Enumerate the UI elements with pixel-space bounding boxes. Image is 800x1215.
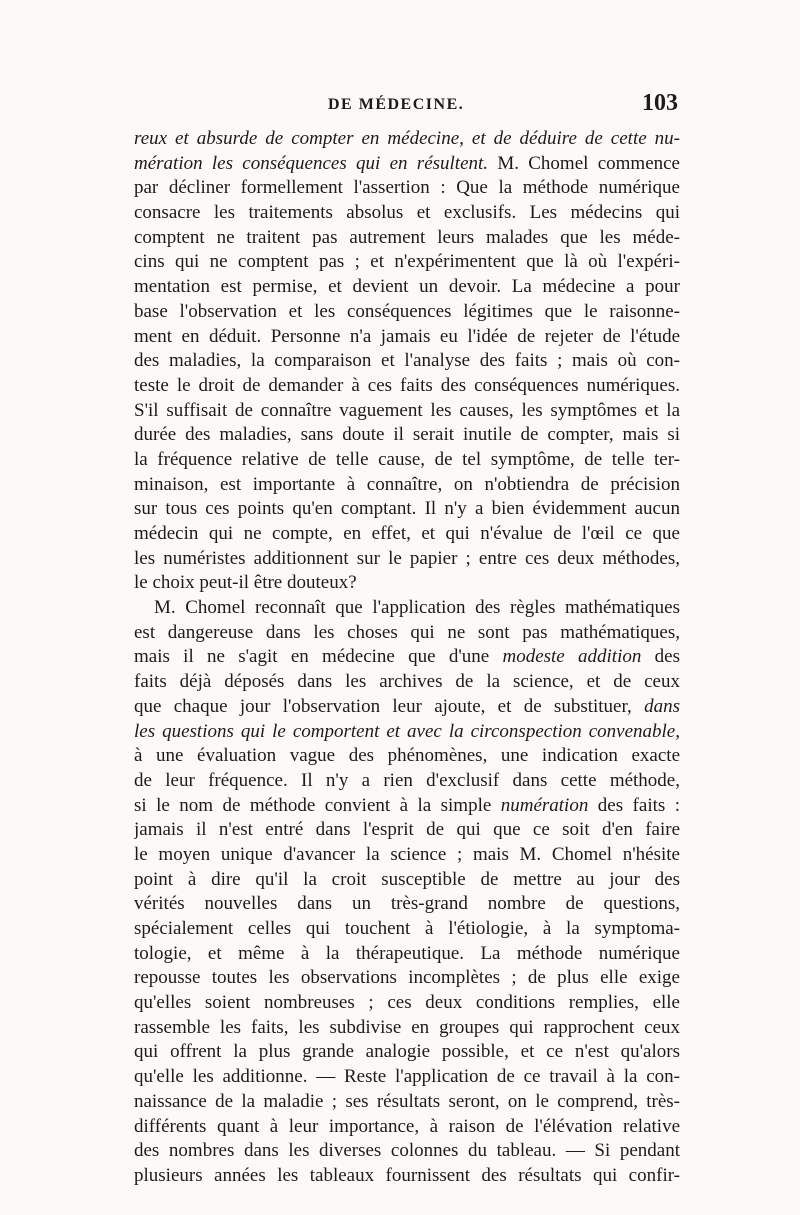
text-segment: qui offrent la plus grande analogie possible, et ce n'est qu'alors [134,1041,680,1063]
text-line [134,275,680,300]
text-line [134,596,680,621]
italic-text: dans [644,695,680,717]
text-segment: le moyen unique d'avancer la science ; mais M. Chomel n'hésite [134,843,680,865]
text-segment: consacre les traitements absolus et exclusifs. Les médecins qui [134,202,680,224]
text-line [134,645,680,670]
text-segment: la fréquence relative de telle cause, de tel symptôme, de telle ter- [134,448,680,470]
text-line [134,250,680,275]
text-segment: durée des maladies, sans doute il serait inutile de compter, mais si [134,424,680,446]
text-segment: le choix peut-il être douteux? [134,572,357,594]
body-text [134,127,680,1189]
italic-text: numération [500,794,589,816]
text-segment: base l'observation et les conséquences légitimes que le raisonne- [134,300,680,322]
text-segment: plusieurs années les tableaux fournissent des résultats qui confir- [134,1164,680,1186]
text-line [134,448,680,473]
text-segment: cins qui ne comptent pas ; et n'expérimentent que là où l'expéri- [134,251,680,273]
text-segment: tologie, et même à la thérapeutique. La méthode numérique [134,942,680,964]
text-line [134,818,680,843]
text-segment: par décliner formellement l'assertion : Que la méthode numérique [134,177,680,199]
text-segment: M. Chomel reconnaît que l'application des règles mathématiques [154,597,680,619]
text-segment: point à dire qu'il la croit susceptible de mettre au jour des [134,868,680,890]
text-line [134,325,680,350]
text-line [134,942,680,967]
text-line [134,300,680,325]
text-segment: naissance de la maladie ; ses résultats seront, on le comprend, très- [134,1090,680,1112]
text-line [134,1065,680,1090]
text-line [134,794,680,819]
text-line [134,917,680,942]
text-line [134,868,680,893]
text-segment: rassemble les faits, les subdivise en groupes qui rapprochent ceux [134,1016,680,1038]
text-segment: mentation est permise, et devient un devoir. La médecine a pour [134,276,680,298]
text-segment: les numéristes additionnent sur le papier ; entre ces deux méthodes, [134,547,680,569]
text-line [134,399,680,424]
text-segment: différents quant à leur importance, à raison de l'élévation relative [134,1115,680,1137]
text-line [134,720,680,745]
italic-text: reux et absurde de compter en médecine, et de déduire de cette nu- [134,128,680,149]
text-segment: vérités nouvelles dans un très-grand nombre de questions, [134,893,680,915]
text-segment: à une évaluation vague des phénomènes, une indication exacte [134,745,680,767]
text-segment: médecin qui ne compte, en effet, et qui n'évalue de l'œil ce que [134,523,680,544]
text-line [134,744,680,769]
text-line [134,571,680,596]
text-segment: repousse toutes les observations incomplètes ; de plus elle exige [134,967,680,989]
text-segment: spécialement celles qui touchent à l'étiologie, à la symptoma- [134,918,680,939]
text-segment: teste le droit de demander à ces faits des conséquences numériques. [134,374,680,396]
text-segment: des [641,646,680,668]
italic-text: les questions qui le comportent et avec la circonspection convenable, [134,720,680,742]
text-line [134,991,680,1016]
text-line [134,1139,680,1164]
page-number: 103 [642,90,678,116]
text-line [134,1016,680,1041]
text-line [134,547,680,572]
text-line [134,1090,680,1115]
italic-text: modeste addition [502,646,642,668]
text-segment: minaison, est importante à connaître, on n'obtiendra de précision [134,473,680,495]
text-segment: des nombres dans les diverses colonnes du tableau. — Si pendant [134,1140,680,1162]
text-segment: est dangereuse dans les choses qui ne sont pas mathématiques, [134,621,680,643]
text-segment: ment en déduit. Personne n'a jamais eu l'idée de rejeter de l'étude [134,325,680,347]
text-line [134,349,680,374]
text-line [134,201,680,226]
text-line [134,843,680,868]
text-segment: que chaque jour l'observation leur ajoute, et de substituer, [134,695,645,717]
text-segment: faits déjà déposés dans les archives de la science, et de ceux [134,671,680,693]
text-line [134,621,680,646]
text-line [134,473,680,498]
text-segment: des faits : [588,794,680,816]
text-segment: de leur fréquence. Il n'y a rien d'exclusif dans cette méthode, [134,769,680,791]
text-segment: si le nom de méthode convient à la simple [134,794,501,816]
italic-text: mération les conséquences qui en résultent. [134,152,489,174]
text-line [134,1115,680,1140]
text-line [134,226,680,251]
page-header [136,90,678,122]
text-segment: jamais il n'est entré dans l'esprit de qui que ce soit d'en faire [134,819,680,841]
text-segment: S'il suffisait de connaître vaguement les causes, les symptômes et la [134,399,680,421]
text-line [134,1164,680,1189]
text-line [134,1040,680,1065]
text-segment: qu'elles soient nombreuses ; ces deux conditions remplies, elle [134,992,680,1014]
text-line [134,522,680,547]
text-line [134,497,680,522]
text-segment: qu'elle les additionne. — Reste l'application de ce travail à la con- [134,1066,680,1088]
text-line [134,374,680,399]
text-segment: comptent ne traitent pas autrement leurs malades que les méde- [134,226,680,248]
text-line [134,966,680,991]
text-segment: des maladies, la comparaison et l'analyse des faits ; mais où con- [134,350,680,372]
text-line [134,695,680,720]
text-line [134,670,680,695]
text-line [134,892,680,917]
text-segment: M. Chomel commence [488,152,680,174]
text-line [134,423,680,448]
text-line [134,152,680,177]
text-segment: sur tous ces points qu'en comptant. Il n'y a bien évidemment aucun [134,498,680,520]
text-line [134,127,680,152]
text-line [134,769,680,794]
text-segment: mais il ne s'agit en médecine que d'une [134,646,503,668]
running-title: DE MÉDECINE. [328,96,465,113]
text-line [134,176,680,201]
